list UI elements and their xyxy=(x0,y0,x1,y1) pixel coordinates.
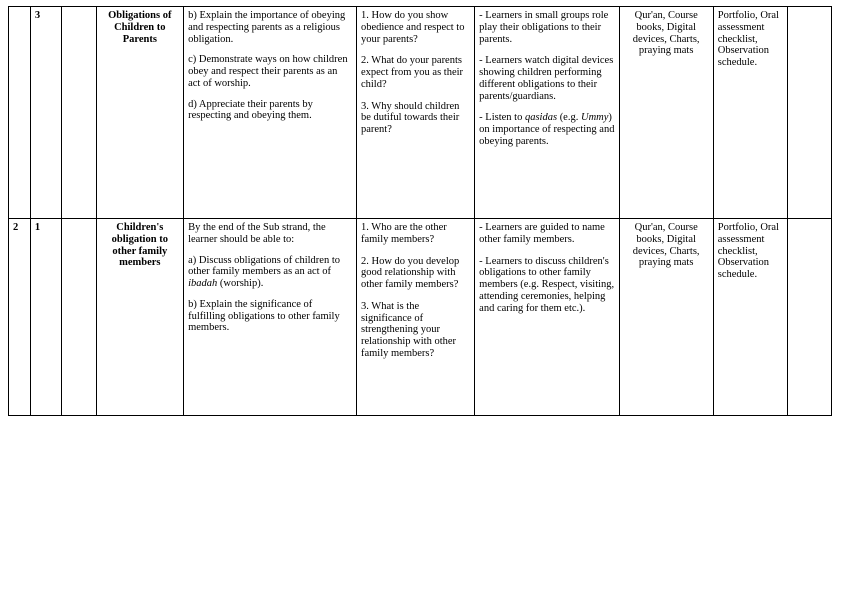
assessment-methods-cell: Portfolio, Oral assessment checklist, Observation schedule. xyxy=(713,7,787,219)
sub-strand-number-cell: 1 xyxy=(30,219,61,416)
sub-strand-number-cell: 3 xyxy=(30,7,61,219)
learning-experiences-cell xyxy=(475,219,619,416)
outcome-item: c) Demonstrate ways on how children obey and respect their parents as an act of worship. xyxy=(188,54,348,89)
inquiry-item: 1. Who are the other family members? xyxy=(360,222,447,245)
learning-resources-cell: Qur'an, Course books, Digital devices, Charts, praying mats xyxy=(619,7,713,219)
inquiry-item: 2. How do you develop good relationship with other family members? xyxy=(360,255,460,290)
remarks-cell xyxy=(788,7,832,219)
inquiry-item: 3. Why should children be dutiful towards their parent? xyxy=(360,100,460,135)
outcomes-intro: By the end of the Sub strand, the learner should be able to: xyxy=(188,222,326,245)
sub-strand-cell xyxy=(96,7,184,219)
sub-strand-line-2: Children to Parents xyxy=(114,21,166,45)
experience-item: - Learners to discuss children's obligations to other family members (e.g. Respect, visiting, attending ceremonies, helping and caring for them etc.). xyxy=(479,255,615,314)
inquiry-item: 1. How do you show obedience and respect to your parents? xyxy=(360,10,465,45)
strand-cell xyxy=(61,7,96,219)
sub-strand-line-2: obligation to xyxy=(111,233,168,245)
learning-outcomes-cell xyxy=(184,219,357,416)
experience-item: - Learners are guided to name other family members. xyxy=(479,222,605,245)
experience-item: - Learners watch digital devices showing children performing different obligations to their parents/guardians. xyxy=(479,55,614,102)
outcome-item: b) Explain the importance of obeying and respecting parents as a religious obligation. xyxy=(188,10,346,45)
experience-item: - Learners in small groups role play their obligations to their parents. xyxy=(479,10,609,45)
inquiry-item: 2. What do your parents expect from you as their child? xyxy=(360,55,464,90)
sub-strand-line-1: Children's xyxy=(116,222,164,233)
sub-strand-line-4: members xyxy=(119,257,161,269)
learning-resources-cell: Qur'an, Course books, Digital devices, Charts, praying mats xyxy=(619,219,713,416)
sub-strand-line-3: other family xyxy=(112,245,168,257)
sub-strand-line-1: Obligations of xyxy=(108,10,172,21)
sub-strand-cell xyxy=(96,219,184,416)
inquiry-questions-cell xyxy=(356,7,474,219)
table-row xyxy=(9,7,832,219)
learning-experiences-cell xyxy=(475,7,619,219)
remarks-cell xyxy=(788,219,832,416)
curriculum-table xyxy=(8,6,832,416)
assessment-methods-cell: Portfolio, Oral assessment checklist, Observation schedule. xyxy=(713,219,787,416)
outcome-item: b) Explain the significance of fulfilling obligations to other family members. xyxy=(188,298,340,334)
strand-cell xyxy=(61,219,96,416)
outcome-item: d) Appreciate their parents by respecting and obeying them. xyxy=(188,98,313,122)
strand-number-cell xyxy=(9,7,31,219)
outcome-item: a) Discuss obligations of children to other family members as an act of ibadah (worship). xyxy=(188,254,341,289)
learning-outcomes-cell xyxy=(184,7,357,219)
experience-item: - Listen to qasidas (e.g. Ummy) on importance of respecting and obeying parents. xyxy=(479,112,615,147)
strand-number-cell: 2 xyxy=(9,219,31,416)
inquiry-questions-cell xyxy=(356,219,474,416)
document-page xyxy=(0,6,841,601)
inquiry-item: 3. What is the significance of strengthening your relationship with other family members? xyxy=(360,300,457,359)
table-row xyxy=(9,219,832,416)
